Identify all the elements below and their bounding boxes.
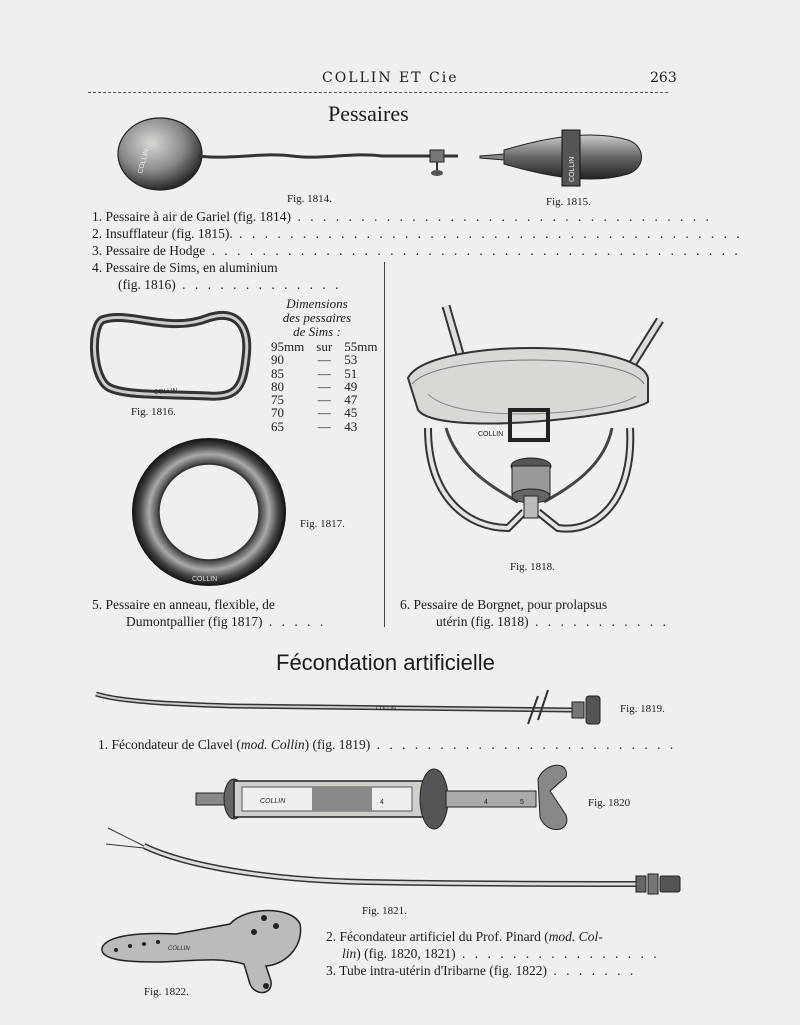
fig-1819-illustration [92,686,612,726]
fig-1817-caption: Fig. 1817. [300,518,345,530]
table-row: 95mm sur 55mm [271,339,378,354]
item-text: ) (fig. 1819) [304,737,371,752]
fig-1817-illustration [130,436,288,588]
fig-1818-caption: Fig. 1818. [510,561,555,573]
dimensions-heading [268,297,366,339]
dimensions-heading-line: Dimensions [286,296,348,311]
fig-1820-engraving: COLLIN [260,798,286,805]
item-text: Pessaire en anneau, flexible, de [105,597,275,612]
fig-1817-engraving: COLLIN [192,576,218,583]
fig-1819-engraving: COLLIN [376,706,396,712]
list-item-fec-2-cont: lin) (fig. 1820, 1821) . . . . . . . . . . . . . . . . [342,946,660,961]
section-title-fecondation: Fécondation artificielle [276,650,495,675]
fig-1821-caption: Fig. 1821. [362,905,407,917]
fig-1818-illustration [398,298,668,564]
item-text-cont: Dumontpallier (fig 1817) [126,614,263,629]
fig-1816-engraving: COLLIN [153,387,178,396]
item-number: 4. [92,260,103,275]
list-item-6-cont: utérin (fig. 1818) . . . . . . . . . . . [436,614,669,629]
list-item-1: 1. Pessaire à air de Gariel (fig. 1814) . . . . . . . . . . . . . . . . . . . . . . . . . . . . . . . . . [92,209,712,224]
item-text: Tube intra-utérin d'Iribarne (fig. 1822) [339,963,548,978]
item-text: Fécondateur de Clavel ( [111,737,241,752]
item-number: 5. [92,597,103,612]
fig-1816-illustration [88,308,253,404]
list-item-fec-1: 1. Fécondateur de Clavel (mod. Collin) (fig. 1819) . . . . . . . . . . . . . . . . . . . . . . . . [98,737,677,752]
section-title-pessaires: Pessaires [328,101,409,126]
item-number: 3. [326,963,337,978]
dimensions-heading-line: de Sims : [293,324,341,339]
table-row: 70 — 45 [271,405,358,421]
list-item-4-cont: (fig. 1816) . . . . . . . . . . . . . [118,277,342,292]
fig-1816-caption: Fig. 1816. [131,406,176,418]
list-item-6 [400,597,607,613]
syringe-mark: 5 [520,799,524,806]
item-text-cont: utérin (fig. 1818) [436,614,529,629]
fig-1822-caption: Fig. 1822. [144,986,189,998]
item-text: Pessaire de Hodge [105,243,206,258]
list-item-5 [92,597,275,613]
item-number: 2. [326,929,337,944]
fig-1814-caption: Fig. 1814. [287,193,332,205]
fig-1818-engraving: COLLIN [478,431,504,438]
fig-1814-illustration [112,112,462,192]
table-row: 75 — 47 [271,392,358,408]
running-head: COLLIN ET Cie [322,70,459,86]
table-row: 80 — 49 [271,378,358,394]
fig-1819-caption: Fig. 1819. [620,703,665,715]
item-text-cont: (fig. 1816) [118,277,176,292]
item-number: 1. [92,209,103,224]
dimensions-table [268,340,380,433]
table-row: 85 — 51 [271,365,358,381]
fig-1815-engraving: COLLIN [569,156,576,182]
fig-1821-illustration [106,826,690,898]
list-item-5-cont: Dumontpallier (fig 1817) . . . . . [126,614,327,629]
item-text-italic: mod. Collin [240,737,305,752]
list-item-4 [92,260,278,276]
item-text: ) (fig. 1820, 1821) [356,946,456,961]
list-item-fec-3: 3. Tube intra-utérin d'Iribarne (fig. 1822) . . . . . . . [326,963,637,978]
fig-1814-engraving: COLLIN [137,148,151,175]
list-item-fec-2 [326,929,603,945]
page-header [0,70,800,90]
item-number: 1. [98,737,109,752]
item-number: 3. [92,243,103,258]
column-divider [384,262,385,627]
item-text-italic: lin [342,946,357,961]
fig-1820-caption: Fig. 1820 [588,797,631,809]
table-row: 90 — 53 [271,352,358,368]
item-text: Pessaire de Borgnet, pour prolapsus [413,597,608,612]
item-text-italic: mod. Col- [548,929,603,944]
item-number: 2. [92,226,103,241]
fig-1822-engraving: COLLIN [168,946,190,952]
dimensions-heading-line: des pessaires [282,310,352,325]
fig-1822-illustration [96,904,306,996]
header-rule [88,92,668,93]
list-item-3: 3. Pessaire de Hodge . . . . . . . . . . . . . . . . . . . . . . . . . . . . . . . . . . . . . . . . . . [92,243,741,258]
item-text: Insufflateur (fig. 1815). [105,226,233,241]
item-number: 6. [400,597,411,612]
item-text: Pessaire de Sims, en aluminium [105,260,278,275]
fig-1820-illustration [194,757,584,837]
fig-1815-caption: Fig. 1815. [546,196,591,208]
syringe-mark: 4 [484,799,488,806]
list-item-2: 2. Insufflateur (fig. 1815). . . . . . . . . . . . . . . . . . . . . . . . . . . . . . . . . . . . . . . . . [92,226,743,241]
fig-1815-illustration [478,124,648,192]
syringe-mark: 4 [380,799,384,806]
item-text: Fécondateur artificiel du Prof. Pinard ( [339,929,549,944]
table-row: 65 — 43 [271,418,358,434]
item-text: Pessaire à air de Gariel (fig. 1814) [105,209,292,224]
page-number: 263 [650,70,677,86]
